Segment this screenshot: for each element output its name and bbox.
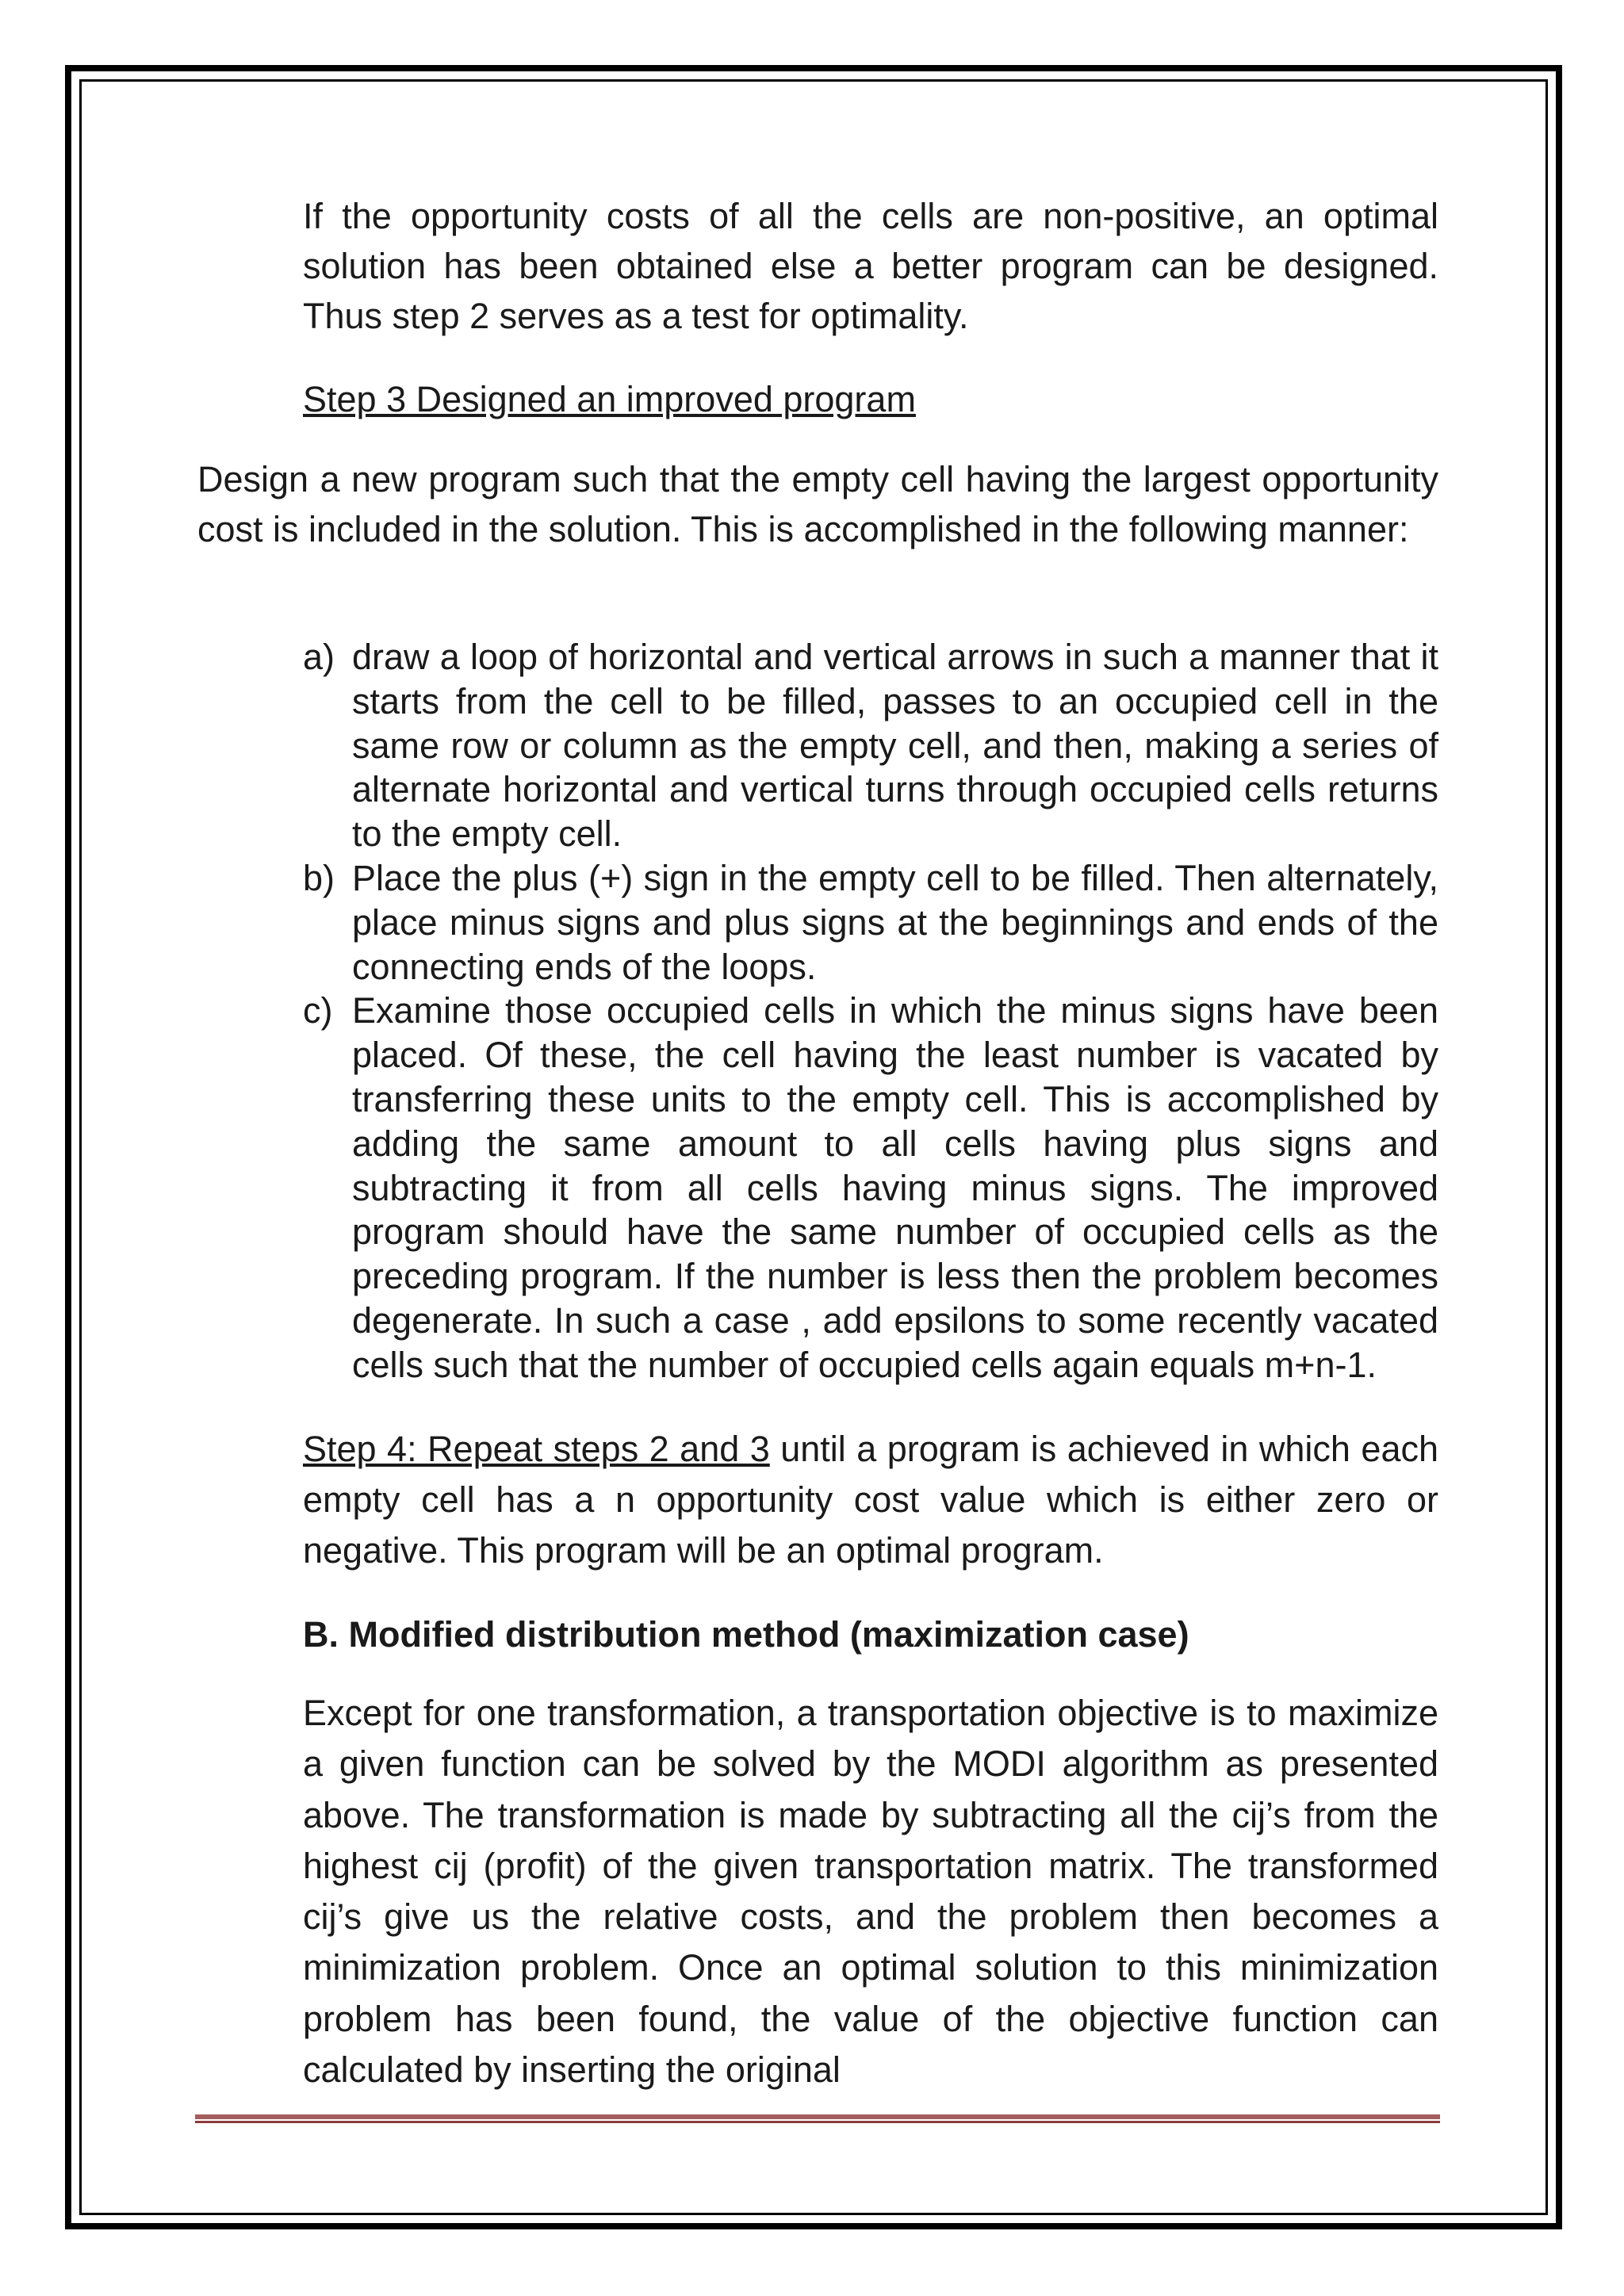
paragraph-maximization: Except for one transformation, a transportation objective is to maximize a given function can be solved by the MODI algorithm as presented above. The transformation is made by subtracting all the cij’s from the highest cij (profit) of the given transportation matrix. The transformed cij’s give us the relative costs, and the problem then becomes a minimization problem. Once an optimal solution to this minimization problem has been found, the value of the objective function can calculated by inserting the original [303,1693,1438,2091]
list-marker: a) [303,637,335,677]
section-b-heading: B. Modified distribution method (maximization case) [303,1614,1189,1655]
paragraph-design-new-program: Design a new program such that the empty cell having the largest opportunity cost is included in the solution. This is accomplished in the following manner: [197,459,1438,549]
paragraph-optimality-test: If the opportunity costs of all the cells are non-positive, an optimal solution has been obtained else a better program can be designed. Thus step 2 serves as a test for optimality. [303,196,1438,336]
step4-text: until a program is achieved in which each empty cell has a n opportunity cost value which is either zero or negative. This program will be an optimal program. [303,1429,1438,1571]
list-marker: c) [303,990,333,1031]
footer-rule-thin [195,2121,1440,2123]
list-marker: b) [303,857,335,898]
list-item-text: Place the plus (+) sign in the empty cell to be filled. Then alternately, place minus signs and plus signs at the beginnings and ends of the connecting ends of the loops. [352,857,1438,987]
step3-heading: Step 3 Designed an improved program [303,379,916,419]
steps-list [303,635,1438,1387]
footer-rule-thick [195,2114,1440,2119]
step4-label: Step 4: Repeat steps 2 and 3 [303,1429,770,1469]
list-item [303,989,1438,1387]
step4-paragraph [303,1424,1438,1576]
list-item-text: Examine those occupied cells in which the minus signs have been placed. Of these, the cell having the least number is vacated by transferring these units to the empty cell. This is accomplished by adding the same amount to all cells having plus signs and subtracting it from all cells having minus signs. The improved program should have the same number of occupied cells as the preceding program. If the number is less then the problem becomes degenerate. In such a case , add epsilons to some recently vacated cells such that the number of occupied cells again equals m+n-1. [352,990,1438,1385]
list-item [303,856,1438,989]
footer-rule [195,2114,1440,2123]
list-item [303,635,1438,856]
list-item-text: draw a loop of horizontal and vertical arrows in such a manner that it starts from the cell to be filled, passes to an occupied cell in the same row or column as the empty cell, and then, making a series of alternate horizontal and vertical turns through occupied cells returns to the empty cell. [352,637,1438,855]
